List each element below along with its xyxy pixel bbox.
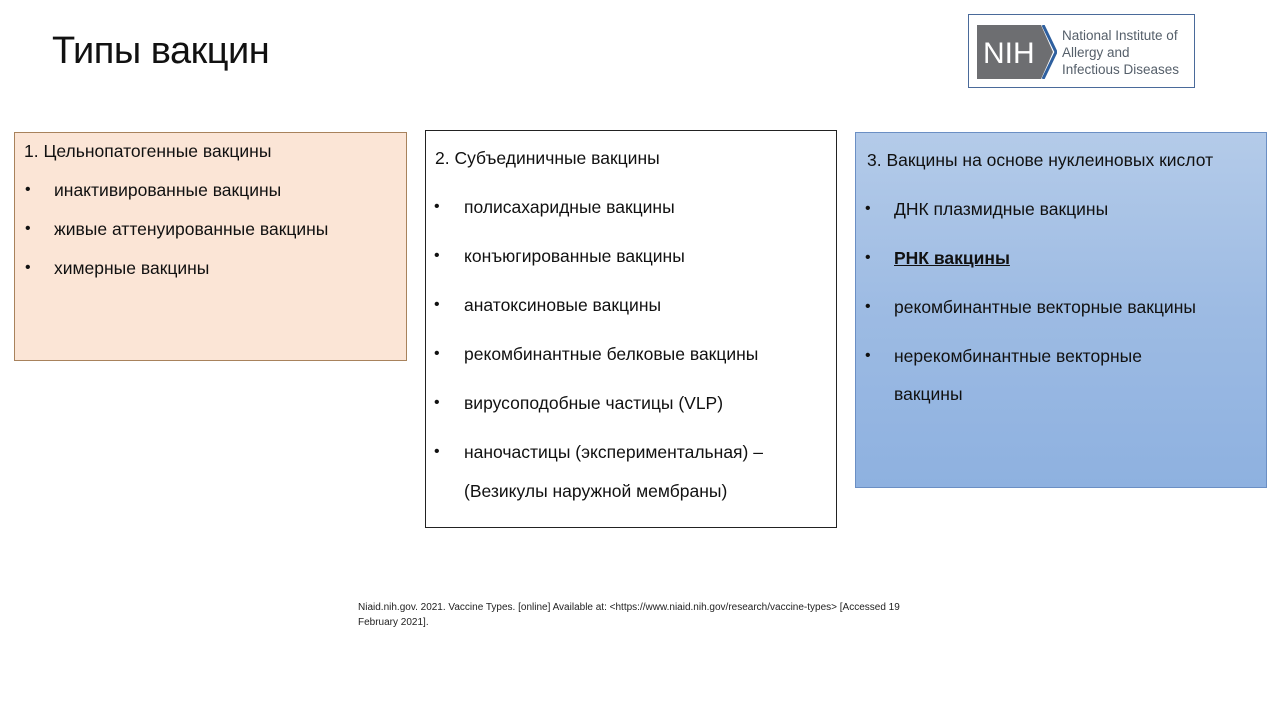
bullet-icon: • [434, 198, 440, 215]
nih-logo [968, 14, 1195, 88]
box2-item: вирусоподобные частицы (VLP) [464, 393, 724, 413]
subunit-box [425, 130, 837, 528]
bullet-icon: • [25, 220, 31, 237]
box3-heading: 3. Вакцины на основе нуклеиновых кислот [867, 150, 1214, 170]
citation-line-2: February 2021]. [358, 617, 429, 628]
box2-item: анатоксиновые вакцины [464, 295, 662, 315]
bullet-icon: • [434, 345, 440, 362]
bullet-icon: • [434, 443, 440, 460]
bullet-icon: • [865, 200, 871, 217]
whole-pathogen-box [14, 132, 407, 361]
slide-title: Типы вакцин [52, 30, 270, 72]
logo-line-1: National Institute of [1062, 28, 1178, 43]
bullet-icon: • [434, 247, 440, 264]
box1-item: инактивированные вакцины [54, 180, 282, 200]
box2-item: конъюгированные вакцины [464, 246, 685, 266]
box2-item: наночастицы (экспериментальная) – [464, 442, 763, 462]
bullet-icon: • [25, 181, 31, 198]
bullet-icon: • [865, 347, 871, 364]
box3-item: рекомбинантные векторные вакцины [894, 297, 1196, 317]
bullet-icon: • [25, 259, 31, 276]
citation-line-1: Niaid.nih.gov. 2021. Vaccine Types. [online] Available at: <https://www.niaid.nih.gov/research/vaccine-types> [Accessed 19 [358, 602, 900, 613]
bullet-icon: • [434, 394, 440, 411]
bullet-icon: • [434, 296, 440, 313]
box1-item: живые аттенуированные вакцины [54, 219, 329, 239]
bullet-icon: • [865, 249, 871, 266]
box2-item: рекомбинантные белковые вакцины [464, 344, 759, 364]
nih-logo-text [1062, 27, 1179, 78]
nih-logo-letters: NIH [983, 37, 1035, 70]
citation [358, 600, 978, 630]
box3-item-continuation: вакцины [894, 384, 963, 404]
box3-item: ДНК плазмидные вакцины [894, 199, 1109, 219]
box3-item-rna: РНК вакцины [894, 248, 1010, 268]
nucleic-acid-box [855, 132, 1267, 488]
bullet-icon: • [865, 298, 871, 315]
box1-heading: 1. Цельнопатогенные вакцины [24, 141, 272, 161]
box1-item: химерные вакцины [54, 258, 210, 278]
logo-line-2: Allergy and [1062, 45, 1130, 60]
box2-item: полисахаридные вакцины [464, 197, 675, 217]
logo-line-3: Infectious Diseases [1062, 62, 1180, 77]
box3-item: нерекомбинантные векторные [894, 346, 1142, 366]
nih-logo-mark [977, 25, 1057, 79]
box2-heading: 2. Субъединичные вакцины [435, 148, 660, 168]
box2-item-continuation: (Везикулы наружной мембраны) [464, 481, 728, 501]
